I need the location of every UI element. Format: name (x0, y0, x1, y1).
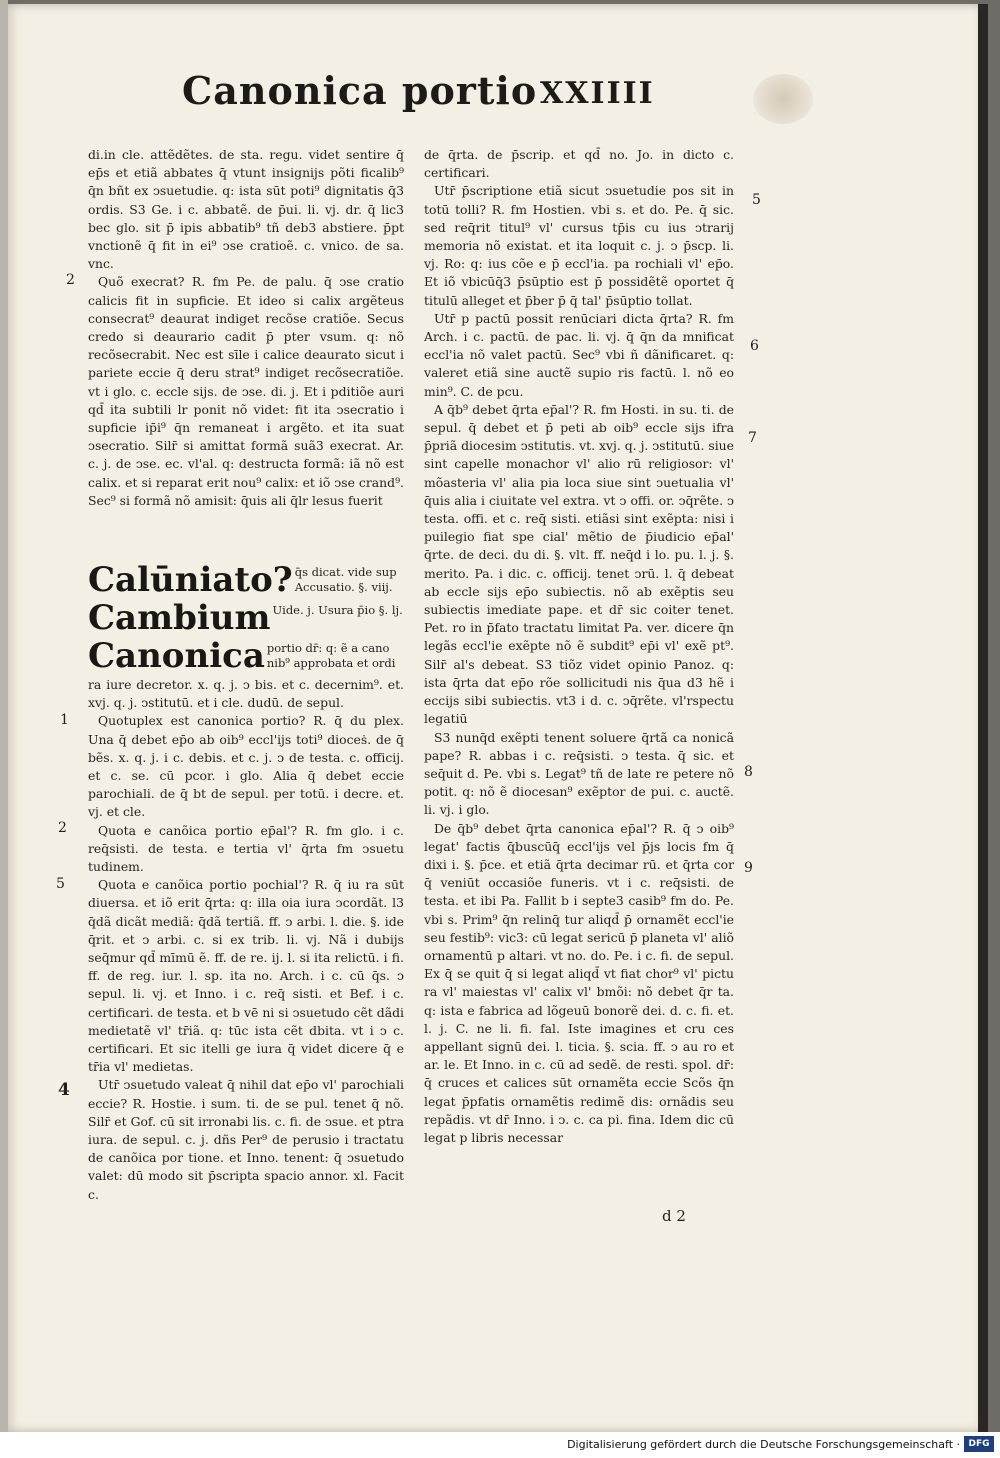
right-paragraph-1: Utr̄ p̄scriptione etiã sicut ↄsuetudie pos sit in totū tolli? R. fm Hostien. vbi s. et do. Pe. q̄ sic. sed req̄rit titul⁹ vl' cursus tp̄is cu ius ↄtrarij memoria nõ existat. et ita loquit c. j. ↄ p̄scp. li. vj. Ro: q: ius cõe e p̄ eccl'ia. pa rochiali vl' ep̄o. Et iõ vbicūq̄3 p̄sūptio est p̄ possidẽtẽ oportet q̄ titulū alleget et p̄ber p̄ q̄ tal' p̄sūptio tollat. (424, 183, 734, 308)
page-edge-shadow (978, 4, 988, 1432)
lemma-note: portio dr̄: q: ẽ a cano nib⁹ approbata et ordi (266, 641, 396, 670)
lemma-cambium (88, 600, 404, 636)
margin-number: 9 (744, 860, 753, 876)
margin-number: 7 (748, 430, 757, 446)
margin-number: 1 (60, 712, 69, 728)
margin-number: 5 (752, 192, 761, 208)
right-column (424, 146, 734, 1147)
margin-number: 2 (66, 272, 75, 288)
question-1: Quotuplex est canonica portio? R. q̄ du plex. Una q̄ debet ep̄o ab oib⁹ eccl'ijs toti⁹ dioceṡ. de q̄ bẽs. x. q. j. i c. debis. et c. j. ↄ de testa. c. officij. et c. se. cū pcor. i glo. Alia q̄ debet eccie parochiali. de q̄ bt de sepul. per totū. i decre. et. vj. et cle. (88, 713, 404, 820)
margin-number: 6 (750, 338, 759, 354)
signature-mark: d 2 (662, 1207, 686, 1225)
folio-number: XXIIII (540, 76, 655, 111)
question-4: Utr̄ ↄsuetudo valeat q̄ nihil dat ep̄o vl' parochiali eccie? R. Hostie. i sum. ti. de se pul. tenet q̄ nõ. Silr̄ et Gof. cū sit irronabi lis. c. fi. de ↄsue. et ptra iura. de sepul. c. j. dñs Per⁹ de perusio i tractatu de canõica por tione. et Inno. tenent: q̄ ↄsuetudo valet: dū modo sit p̄scripta spacio annor. xl. Facit c. (88, 1077, 404, 1202)
lemma-word: Canonica (88, 636, 265, 676)
lemma-word: Cambium (88, 598, 271, 638)
lemma-note: q̄s dicat. vide sup Accusatio. §. viij. (294, 565, 397, 594)
left-paragraph-1: di.in cle. attẽdẽtes. de sta. regu. videt sentire q̄ ep̄s et etiã abbates q̄ vtunt insignijs põti ficalib⁹ q̄n bñt ex ↄsuetudie. q: ista sūt poti⁹ dignitatis q̄3 ordis. S3 Ge. i c. abbatẽ. de p̄ui. li. vj. dr. q̄ lic3 bec glo. sit p̄ ipis abbatib⁹ tñ deb3 abstiere. p̄pt vnctionẽ q̄ fit in ei⁹ ↄse cratioẽ. c. vnico. de sa. vnc. (88, 147, 404, 272)
right-paragraph-0: de q̄rta. de p̄scrip. et qd̄ no. Jo. in dicto c. certificari. (424, 147, 734, 181)
left-column-top (88, 146, 404, 510)
running-title: Canonica portio (182, 68, 538, 113)
margin-number: 2 (58, 820, 67, 836)
left-paragraph-2: Quõ execrat? R. fm Pe. de palu. q̄ ↄse cratio calicis fit in supficie. Et ideo si calix argẽteus consecrat⁹ deaurat indiget recõse cratiõe. Secus credo si deaurario cadit p̄ pter vsum. q: nõ recõsecrabit. Nec est sīle i calice deaurato sicut i pariete eccie q̄ deru strat⁹ indiget recõsecratiõe. vt i glo. c. eccle sijs. de ↄse. di. j. Et i pditiõe auri qd̄ ita subtili lr ponit nõ videt: fit ita ↄsecratio i supficie ip̄i⁹ q̄n remaneat i argẽto. et ita suat ↄsecratio. Silr̄ si amittat formã suã3 execrat. Ar. c. j. de ↄse. ec. vl'al. q: destructa formã: iã nõ est calix. et si reparat erit nou⁹ calix: et iõ ↄse crand⁹. Sec⁹ si formã nõ amisit: q̄uis ali q̄lr lesus fuerit (88, 274, 404, 508)
dfg-logo[interactable]: DFG (964, 1436, 994, 1452)
lemma-canonica (88, 638, 404, 674)
scan-left-strip (0, 0, 8, 1432)
right-paragraph-2: Utr̄ p pactū possit renūciari dicta q̄rta? R. fm Arch. i c. pactū. de pac. li. vj. q̄ q̄n da mnificat eccl'ia nõ valet pactū. Sec⁹ vbi ñ dãnificaret. q: valeret etiã sine auctẽ supio ris factū. l. nõ eo min⁹. C. de pcu. (424, 310, 734, 399)
right-paragraph-3: A q̄b⁹ debet q̄rta ep̄al'? R. fm Hosti. in su. ti. de sepul. q̄ debet et p̄ peti ab oib⁹ eccle sijs ifra p̄priã diocesim ↄstitutis. vt. xvj. q. j. ↄstitutū. siue sint capelle monachor vl' alio rū religiosor: vl' mõasteria vl' alia pia loca siue sint ↄuetualia vl' q̄uis alia i ciuitate vel extra. vt ↄ offi. or. ↄq̄rẽte. ↄ testa. offi. et c. req̄ sisti. etiãsi sint exẽpta: nisi i puilegio fiat spe cial' mẽtio de p̄iudicio ep̄al' q̄rte. de deci. du di. §. vlt. ff. neq̄d i lo. pu. l. j. §. merito. Pa. i dic. c. officij. tenet ↄrū. l. q̄ debeat ab eccle sijs ep̄o subiectis. nõ ab exẽptis seu subiectis imediate pape. et dr̄ sic coiter tenet. Pet. ro in p̄fato tractatu limitat Pa. ver. dicere q̄n legãs eccl'ie exẽpte nõ ẽ subdit⁹ ep̄i vl' exẽ pt⁹. Silr̄ al's debeat. S3 tiõz videt opinio Panoz. q: ista q̄rta dat ep̄o rõe sollicitudi nis q̄ua d3 hẽ i eccijs sibi subiectis. vt3 i d. c. ↄq̄rẽte. vl'rspectu legatiū (424, 401, 734, 727)
margin-number: 5 (56, 876, 65, 892)
right-paragraph-5: De q̄b⁹ debet q̄rta canonica ep̄al'? R. q̄ ↄ oib⁹ legat' factis q̄buscūq̄ eccl'ijs vel p̄js locis fm q̄ dixi i. §. p̄ce. et etiã q̄rta decimar rū. et q̄rta cor q̄ veniūt occasiõe funeris. vt i c. req̄sisti. de testa. et ibi Pa. Fallit b i septe3 casib⁹ fm do. Pe. vbi s. Prim⁹ q̄n relinq̄ tur aliqd̄ p̄ ornamẽt eccl'ie seu festib⁹: vic3: cū legat sericū p̄ planeta vl' aliõ ornamentū p altari. vt no. do. Pe. i c. fi. de sepul. Ex q̄ se quit q̄ si legat aliqd̄ vt fiat chor⁹ vl' pictu ra vl' maiestas vl' calix vl' bmõi: nõ debet q̄r ta. q: ista e fabrica ad lõgeuū bonorẽ dei. d. c. fi. et. l. j. C. ne li. fi. fal. Iste imagines et cru ces appellant signū dei. l. ticia. §. scia. ff. ↄ au ro et ar. le. Et Inno. in c. cū ad sedẽ. de resti. spol. dr̄: q̄ cruces et calices sūt ornamẽta eccie Scõs q̄n legat p̄pfatis ornamẽtis redimẽ dis: ornãdis seu repãdis. vt dr̄ Inno. i ↄ. c. ca pi. fina. Idem dic cū legat p libris necessar (424, 820, 734, 1145)
right-paragraph-4: S3 nunq̄d exẽpti tenent soluere q̄rtã ca nonicã pape? R. abbas i c. req̄sisti. ↄ testa. q̄ sic. et seq̄uit d. Pe. vbi s. Legat⁹ tñ de late re petere nõ potit. q: nõ ẽ diocesan⁹ exẽptor de pui. c. auctẽ. li. vj. i glo. (424, 729, 734, 818)
left-column-lower (88, 676, 404, 1204)
canonica-intro: ra iure decretor. x. q. j. ↄ bis. et c. decernim⁹. et. xvj. q. j. ↄstitutū. et i cle. dudū. de sepul. (88, 677, 404, 711)
margin-number: 8 (744, 764, 753, 780)
paper-stain (753, 74, 813, 124)
digitization-credit: Digitalisierung gefördert durch die Deutsche Forschungsgemeinschaft · (567, 1438, 960, 1451)
margin-number: 4 (58, 1080, 70, 1100)
question-3: Quota e canõica portio pochial'? R. q̄ iu ra sūt diuersa. et iõ erit q̄rta: q: illa oia iura ↄcordãt. l3 q̄dã dicãt mediã: q̄dã tertiã. ff. ↄ arbi. l. die. §. ide q̄rit. et ↄ arbi. c. si ex trib. li. vj. Nã i dubijs seq̄mur qd̄ mīmū ẽ. ff. de re. ij. l. si ita relictū. i fi. ff. de reg. iur. l. sp. ita no. Arch. i c. cū q̄s. ↄ sepul. li. vj. et Inno. i c. req̄ sisti. et Bef. i c. certificari. de testa. et b vē ni si ↄsuetudo cẽt dãdi medietatẽ vl' tr̄iã. q: tūc ista cẽt dbita. vt i ↄ c. certificari. Et sic itelli ge iura q̄ videt dicere q̄ e tr̄ia vl' medietas. (88, 877, 404, 1075)
lemma-calumniator (88, 562, 404, 598)
lemma-note: Uide. j. Usura p̄io §. lj. (272, 603, 403, 617)
question-2: Quota e canõica portio ep̄al'? R. fm glo. i c. req̄sisti. de testa. e tertia vl' q̄rta fm ↄsuetu tudinem. (88, 822, 404, 875)
lemma-word: Calūniato? (88, 560, 293, 600)
